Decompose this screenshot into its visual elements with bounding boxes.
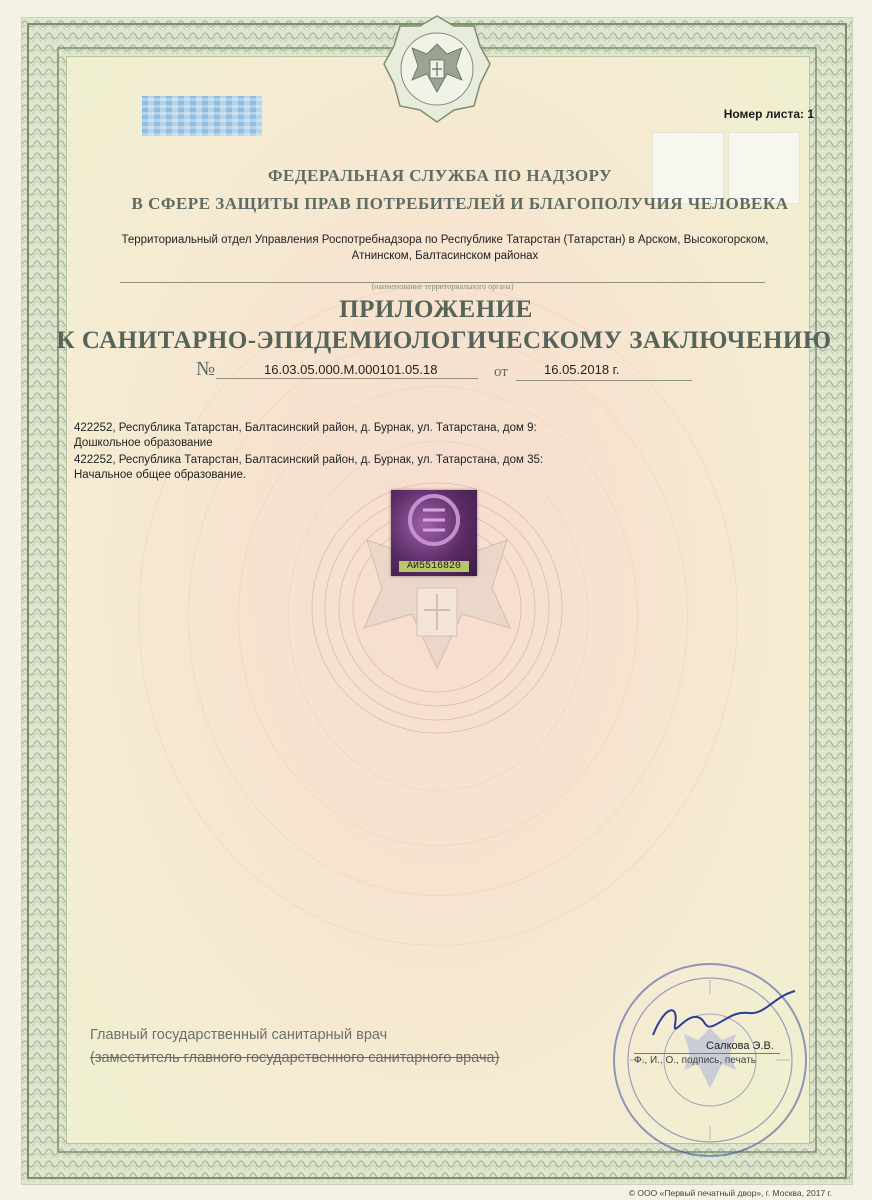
agency-name-line1: ФЕДЕРАЛЬНАЯ СЛУЖБА ПО НАДЗОРУ xyxy=(267,166,613,185)
signer-name: Салкова Э.В. xyxy=(706,1040,774,1052)
document-title-line2: К САНИТАРНО-ЭПИДЕМИОЛОГИЧЕСКОМУ ЗАКЛЮЧЕНИЮ xyxy=(56,327,832,354)
agency-name-line2: В СФЕРЕ ЗАЩИТЫ ПРАВ ПОТРЕБИТЕЛЕЙ И БЛАГОПОЛУЧИЯ ЧЕЛОВЕКА xyxy=(131,194,789,213)
territorial-office-line2: Атнинском, Балтасинском районах xyxy=(351,250,539,262)
signature-underline xyxy=(634,1053,780,1054)
coat-of-arms-emblem-icon xyxy=(382,14,492,124)
hologram-sticker xyxy=(391,490,477,576)
address-text: 422252, Республика Татарстан, Балтасинский район, д. Бурнак, ул. Татарстана, дом 35: xyxy=(74,454,544,466)
hologram-code: АИ5516820 xyxy=(399,561,469,572)
conclusion-number: 16.03.05.000.М.000101.05.18 xyxy=(264,362,438,377)
hologram-logo-icon xyxy=(399,492,469,554)
date-underline xyxy=(516,380,692,381)
signer-title-deputy: (заместитель главного государственного санитарного врача) xyxy=(90,1050,500,1066)
printer-footer: © ООО «Первый печатный двор», г. Москва, 2017 г. xyxy=(628,1188,832,1198)
sheet-number: Номер листа: 1 xyxy=(723,107,814,121)
conclusion-date: 16.05.2018 г. xyxy=(544,362,620,377)
territorial-caption: (наименование территориального органа) xyxy=(371,282,514,291)
territorial-office xyxy=(100,232,790,264)
document-title-line1: ПРИЛОЖЕНИЕ xyxy=(339,296,533,323)
signer-title: Главный государственный санитарный врач xyxy=(90,1027,388,1043)
activity-text: Начальное общее образование. xyxy=(74,469,247,481)
security-hologram-strip xyxy=(142,96,262,136)
signature-caption: Ф., И., О., подпись, печать xyxy=(634,1055,756,1066)
number-sign: № xyxy=(196,358,216,380)
number-underline xyxy=(216,378,478,379)
from-label: от xyxy=(494,364,508,380)
address-entry xyxy=(74,421,774,451)
territorial-office-line1: Территориальный отдел Управления Роспотребнадзора по Республике Татарстан (Татарстан) в Арском, Высокогорском, xyxy=(121,234,769,246)
activity-text: Дошкольное образование xyxy=(74,437,213,449)
address-text: 422252, Республика Татарстан, Балтасинский район, д. Бурнак, ул. Татарстана, дом 9: xyxy=(74,422,537,434)
